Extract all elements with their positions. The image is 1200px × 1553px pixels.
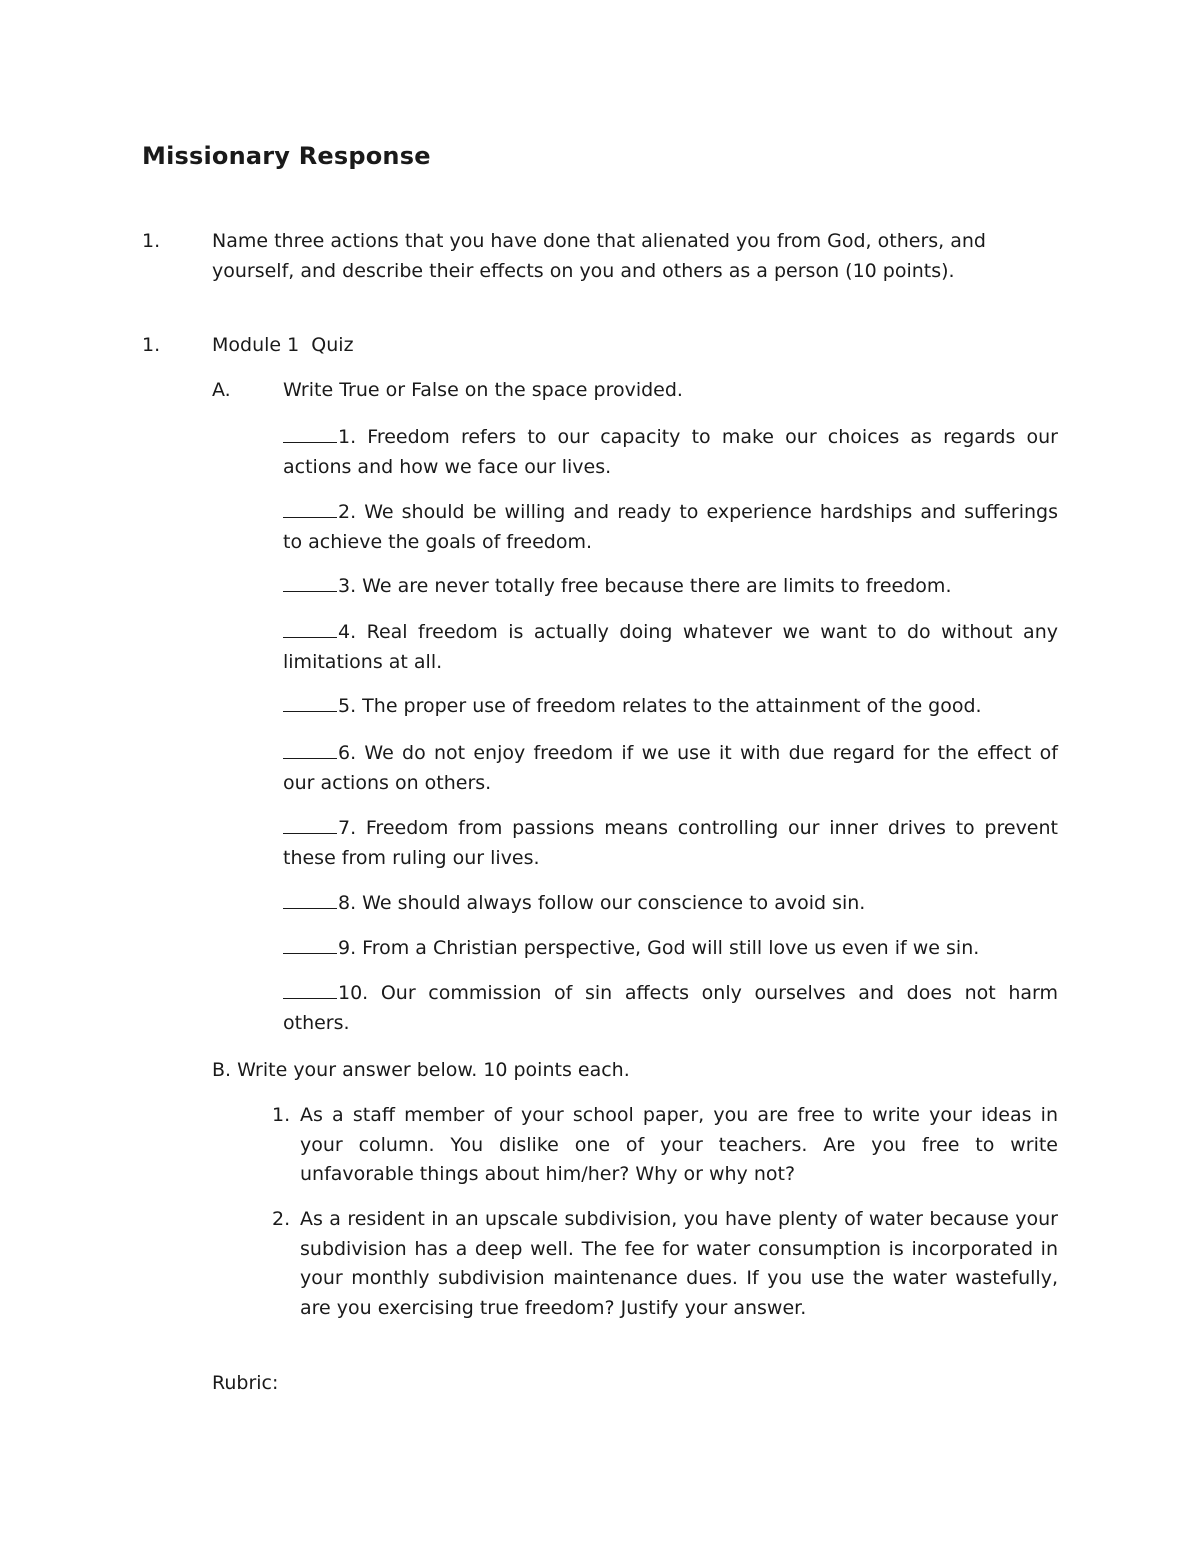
quiz-item-text: 1. Freedom refers to our capacity to make our choices as regards our actions and how we face our lives. bbox=[283, 426, 1058, 478]
quiz-item-8 bbox=[283, 889, 1058, 919]
answer-blank[interactable] bbox=[283, 935, 337, 954]
answer-blank[interactable] bbox=[283, 573, 337, 592]
answer-blank[interactable] bbox=[283, 740, 337, 759]
part-b-instruction: B. Write your answer below. 10 points each. bbox=[212, 1059, 630, 1081]
quiz-item-text: 9. From a Christian perspective, God will still love us even if we sin. bbox=[338, 937, 980, 959]
part-a-instruction: Write True or False on the space provided. bbox=[283, 379, 683, 401]
answer-blank[interactable] bbox=[283, 693, 337, 712]
section1-text: Name three actions that you have done that alienated you from God, others, and yourself, and describe their effects on you and others as a person (10 points). bbox=[212, 230, 986, 282]
quiz-item-5 bbox=[283, 692, 1058, 722]
answer-blank[interactable] bbox=[283, 980, 337, 999]
quiz-item-text: 3. We are never totally free because there are limits to freedom. bbox=[338, 575, 952, 597]
quiz-item-9 bbox=[283, 934, 1058, 964]
essay-item-2-text: As a resident in an upscale subdivision, you have plenty of water because your subdivision has a deep well. The fee for water consumption is incorporated in your monthly subdivision maintenance dues. If you use the water wastefully, are you exercising true freedom? Justify your answer. bbox=[300, 1208, 1058, 1319]
section2-number: 1. bbox=[142, 334, 161, 356]
quiz-item-text: 5. The proper use of freedom relates to the attainment of the good. bbox=[338, 695, 982, 717]
answer-blank[interactable] bbox=[283, 424, 337, 443]
quiz-item-text: 7. Freedom from passions means controlling our inner drives to prevent these from ruling our lives. bbox=[283, 817, 1058, 869]
section2-text: Module 1 Quiz bbox=[212, 334, 354, 356]
document-title: Missionary Response bbox=[142, 142, 431, 170]
essay-item-1-text: As a staff member of your school paper, you are free to write your ideas in your column. You dislike one of your teachers. Are you free to write unfavorable things about him/her? Why or why not? bbox=[300, 1104, 1058, 1185]
quiz-item-text: 2. We should be willing and ready to experience hardships and sufferings to achieve the goals of freedom. bbox=[283, 501, 1058, 553]
section1-number: 1. bbox=[142, 230, 161, 252]
rubric-label: Rubric: bbox=[212, 1372, 279, 1394]
answer-blank[interactable] bbox=[283, 499, 337, 518]
quiz-item-text: 10. Our commission of sin affects only ourselves and does not harm others. bbox=[283, 982, 1058, 1034]
answer-blank[interactable] bbox=[283, 815, 337, 834]
quiz-item-6 bbox=[283, 739, 1058, 798]
quiz-item-text: 6. We do not enjoy freedom if we use it with due regard for the effect of our actions on others. bbox=[283, 742, 1058, 794]
quiz-item-4 bbox=[283, 618, 1058, 677]
quiz-item-text: 4. Real freedom is actually doing whatever we want to do without any limitations at all. bbox=[283, 621, 1058, 673]
quiz-item-7 bbox=[283, 814, 1058, 873]
essay-item-number: 2. bbox=[272, 1208, 291, 1230]
quiz-item-3 bbox=[283, 572, 1058, 602]
quiz-item-10 bbox=[283, 979, 1058, 1038]
answer-blank[interactable] bbox=[283, 619, 337, 638]
part-a-letter: A. bbox=[212, 379, 231, 401]
essay-item-number: 1. bbox=[272, 1104, 291, 1126]
quiz-item-1 bbox=[283, 423, 1058, 482]
quiz-item-text: 8. We should always follow our conscience to avoid sin. bbox=[338, 892, 866, 914]
quiz-item-2 bbox=[283, 498, 1058, 557]
answer-blank[interactable] bbox=[283, 890, 337, 909]
